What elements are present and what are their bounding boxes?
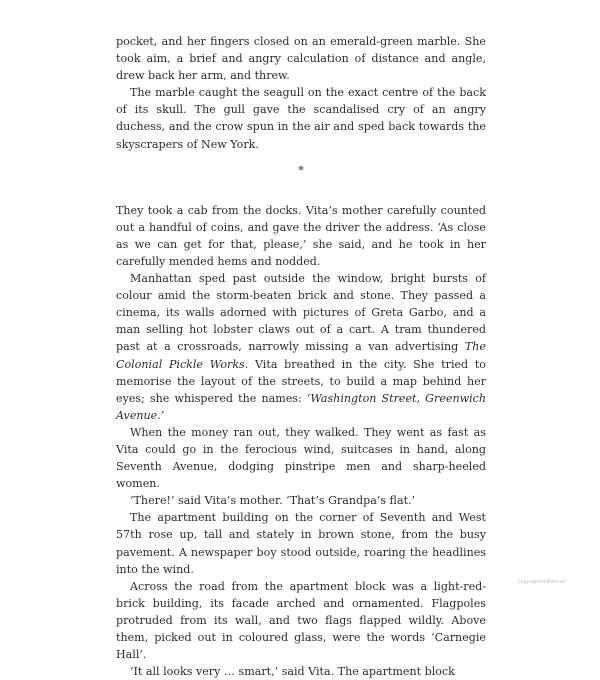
copyright-notice: Copyrighted Material xyxy=(517,580,565,585)
text-block-top xyxy=(116,33,486,153)
paragraph xyxy=(116,33,486,84)
text-block-bottom xyxy=(116,202,486,680)
paragraph-text: pocket, and her fingers closed on an emerald-green marble. She took aim, a brief and angry calculation of distance and angle, drew back her arm, and threw. xyxy=(116,35,486,83)
paragraph xyxy=(116,202,486,270)
italic-text: ‘Washington Street, Greenwich Avenue.’ xyxy=(116,391,486,422)
paragraph-text: They took a cab from the docks. Vita’s mother carefully counted out a handful of coins, and gave the driver the address. ‘As close as we can get for that, please,’ she said, and he took in her carefully mended hems and nodded. xyxy=(116,203,486,268)
paragraph-text: ‘There!’ said Vita’s mother. ‘That’s Grandpa’s flat.’ xyxy=(130,494,416,508)
paragraph xyxy=(116,270,486,424)
paragraph-text: ‘It all looks very … smart,’ said Vita. The apartment block xyxy=(130,665,455,679)
paragraph-text: Manhattan sped past outside the window, bright bursts of colour amid the storm-beaten brick and stone. They passed a cinema, its walls adorned with pictures of Greta Garbo, and a man selling hot lobster claws out of a cart. A tram thundered past at a crossroads, narrowly missing a van advertising xyxy=(116,272,486,354)
paragraph xyxy=(116,492,486,509)
paragraph xyxy=(116,509,486,577)
section-break: * xyxy=(298,163,304,177)
paragraph xyxy=(116,424,486,492)
paragraph-text: . Vita breathed in the city. She tried to memorise the layout of the streets, to build a map behind her eyes; she whispered the names: xyxy=(116,357,486,405)
paragraph xyxy=(116,663,486,680)
paragraph xyxy=(116,578,486,663)
paragraph-text: When the money ran out, they walked. They went as fast as Vita could go in the ferocious wind, suitcases in hand, along Seventh Avenue, dodging pinstripe men and sharp-heeled women. xyxy=(116,425,486,491)
paragraph xyxy=(116,84,486,152)
book-page xyxy=(116,33,486,680)
italic-text: The Colonial Pickle Works xyxy=(116,340,486,371)
paragraph-text: The apartment building on the corner of Seventh and West 57th rose up, tall and stately in brown stone, from the busy pavement. A newspaper boy stood outside, roaring the headlines into the wind. xyxy=(116,511,486,576)
paragraph-text: Across the road from the apartment block was a light-red-brick building, its facade arched and ornamented. Flagpoles protruded from its wall, and two flags flapped wildly. Above them, picked out in coloured glass, were the words ‘Carnegie Hall’. xyxy=(116,579,486,662)
paragraph-text: The marble caught the seagull on the exact centre of the back of its skull. The gull gave the scandalised cry of an angry duchess, and the crow spun in the air and sped back towards the skyscrapers of New York. xyxy=(116,86,486,151)
